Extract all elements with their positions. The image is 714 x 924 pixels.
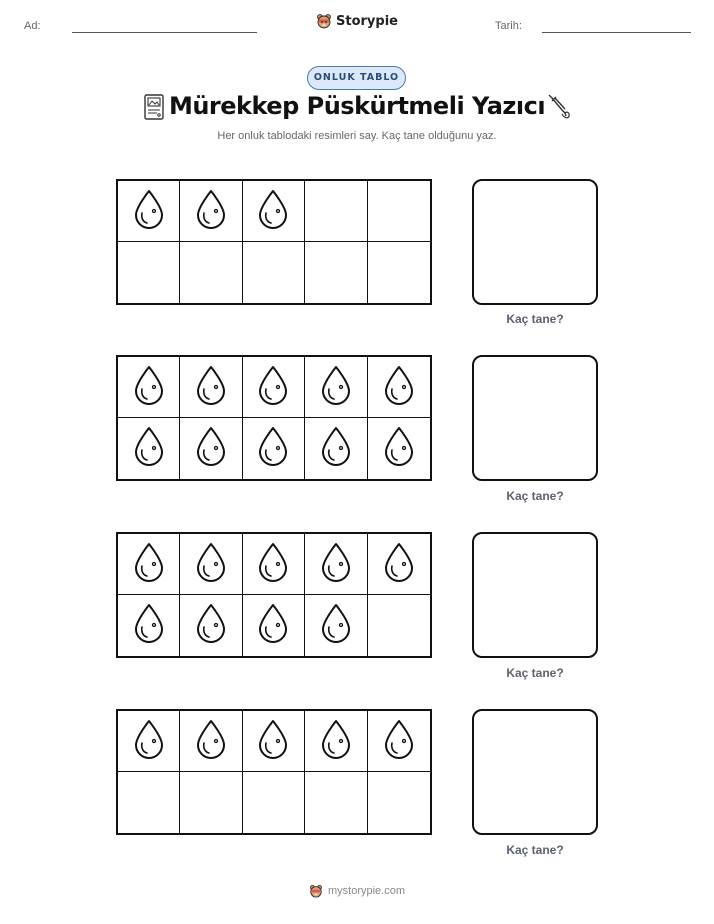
frame-cell	[368, 181, 430, 242]
frame-cell	[243, 418, 305, 479]
name-label: Ad:	[24, 20, 41, 32]
frame-cell	[368, 534, 430, 595]
frame-cell	[305, 711, 367, 772]
footer	[0, 884, 714, 898]
ink-drop-icon	[382, 365, 416, 410]
ink-drop-icon	[132, 426, 166, 471]
ink-drop-icon	[319, 365, 353, 410]
frame-cell	[243, 357, 305, 418]
ink-drop-icon	[382, 426, 416, 471]
frame-cell	[305, 357, 367, 418]
date-line[interactable]	[542, 32, 691, 33]
ink-drop-icon	[382, 542, 416, 587]
brand-logo	[0, 13, 714, 29]
frame-cell	[118, 711, 180, 772]
frame-cell	[118, 534, 180, 595]
frame-cell	[180, 534, 242, 595]
ink-syringe-doodle-icon	[545, 92, 571, 122]
frame-cell	[368, 595, 430, 656]
ink-drop-icon	[194, 189, 228, 234]
ink-drop-icon	[132, 719, 166, 764]
bear-mascot-icon	[309, 884, 323, 898]
frame-cell	[243, 534, 305, 595]
frame-cell	[368, 357, 430, 418]
ink-drop-icon	[132, 365, 166, 410]
frame-cell	[118, 418, 180, 479]
answer-box-4[interactable]	[472, 709, 598, 835]
count-prompt-2: Kaç tane?	[506, 489, 564, 503]
frame-cell	[305, 242, 367, 303]
frame-cell	[243, 181, 305, 242]
ink-drop-icon	[194, 426, 228, 471]
frame-cell	[305, 181, 367, 242]
ten-frame-3	[116, 532, 432, 658]
page-title: Mürekkep Püskürtmeli Yazıcı	[168, 92, 546, 120]
frame-cell	[180, 595, 242, 656]
count-prompt-4: Kaç tane?	[506, 843, 564, 857]
ink-drop-icon	[256, 542, 290, 587]
frame-cell	[368, 242, 430, 303]
name-line[interactable]	[72, 32, 257, 33]
ink-drop-icon	[256, 426, 290, 471]
ink-drop-icon	[132, 542, 166, 587]
frame-cell	[243, 242, 305, 303]
frame-cell	[305, 418, 367, 479]
frame-cell	[118, 595, 180, 656]
ink-drop-icon	[132, 189, 166, 234]
frame-cell	[243, 711, 305, 772]
ink-drop-icon	[194, 542, 228, 587]
instructions: Her onluk tablodaki resimleri say. Kaç tane olduğunu yaz.	[217, 130, 497, 142]
ten-frame-2	[116, 355, 432, 481]
ink-drop-icon	[256, 603, 290, 648]
count-prompt-3: Kaç tane?	[506, 666, 564, 680]
ink-drop-icon	[194, 719, 228, 764]
frame-cell	[305, 595, 367, 656]
frame-cell	[368, 772, 430, 833]
answer-box-3[interactable]	[472, 532, 598, 658]
frame-cell	[180, 242, 242, 303]
count-prompt-1: Kaç tane?	[506, 312, 564, 326]
frame-cell	[118, 242, 180, 303]
brand-name: Storypie	[336, 13, 398, 29]
ink-drop-icon	[319, 719, 353, 764]
frame-cell	[305, 772, 367, 833]
answer-box-1[interactable]	[472, 179, 598, 305]
ink-drop-icon	[382, 719, 416, 764]
frame-cell	[243, 772, 305, 833]
frame-cell	[180, 357, 242, 418]
frame-cell	[118, 357, 180, 418]
answer-box-2[interactable]	[472, 355, 598, 481]
frame-cell	[180, 772, 242, 833]
bear-mascot-icon	[316, 13, 332, 29]
frame-cell	[305, 534, 367, 595]
ink-drop-icon	[256, 719, 290, 764]
ten-frame-1	[116, 179, 432, 305]
ink-drop-icon	[319, 426, 353, 471]
footer-url: mystorypie.com	[327, 885, 406, 897]
ten-frame-4	[116, 709, 432, 835]
frame-cell	[368, 418, 430, 479]
ink-drop-icon	[194, 603, 228, 648]
frame-cell	[368, 711, 430, 772]
frame-cell	[180, 418, 242, 479]
frame-cell	[180, 711, 242, 772]
ink-drop-icon	[256, 365, 290, 410]
ink-drop-icon	[194, 365, 228, 410]
frame-cell	[118, 181, 180, 242]
ink-drop-icon	[319, 603, 353, 648]
ink-drop-icon	[319, 542, 353, 587]
category-badge: ONLUK TABLO	[307, 66, 406, 90]
ink-drop-icon	[132, 603, 166, 648]
frame-cell	[180, 181, 242, 242]
date-label: Tarih:	[495, 20, 522, 32]
ink-drop-icon	[256, 189, 290, 234]
frame-cell	[243, 595, 305, 656]
frame-cell	[118, 772, 180, 833]
